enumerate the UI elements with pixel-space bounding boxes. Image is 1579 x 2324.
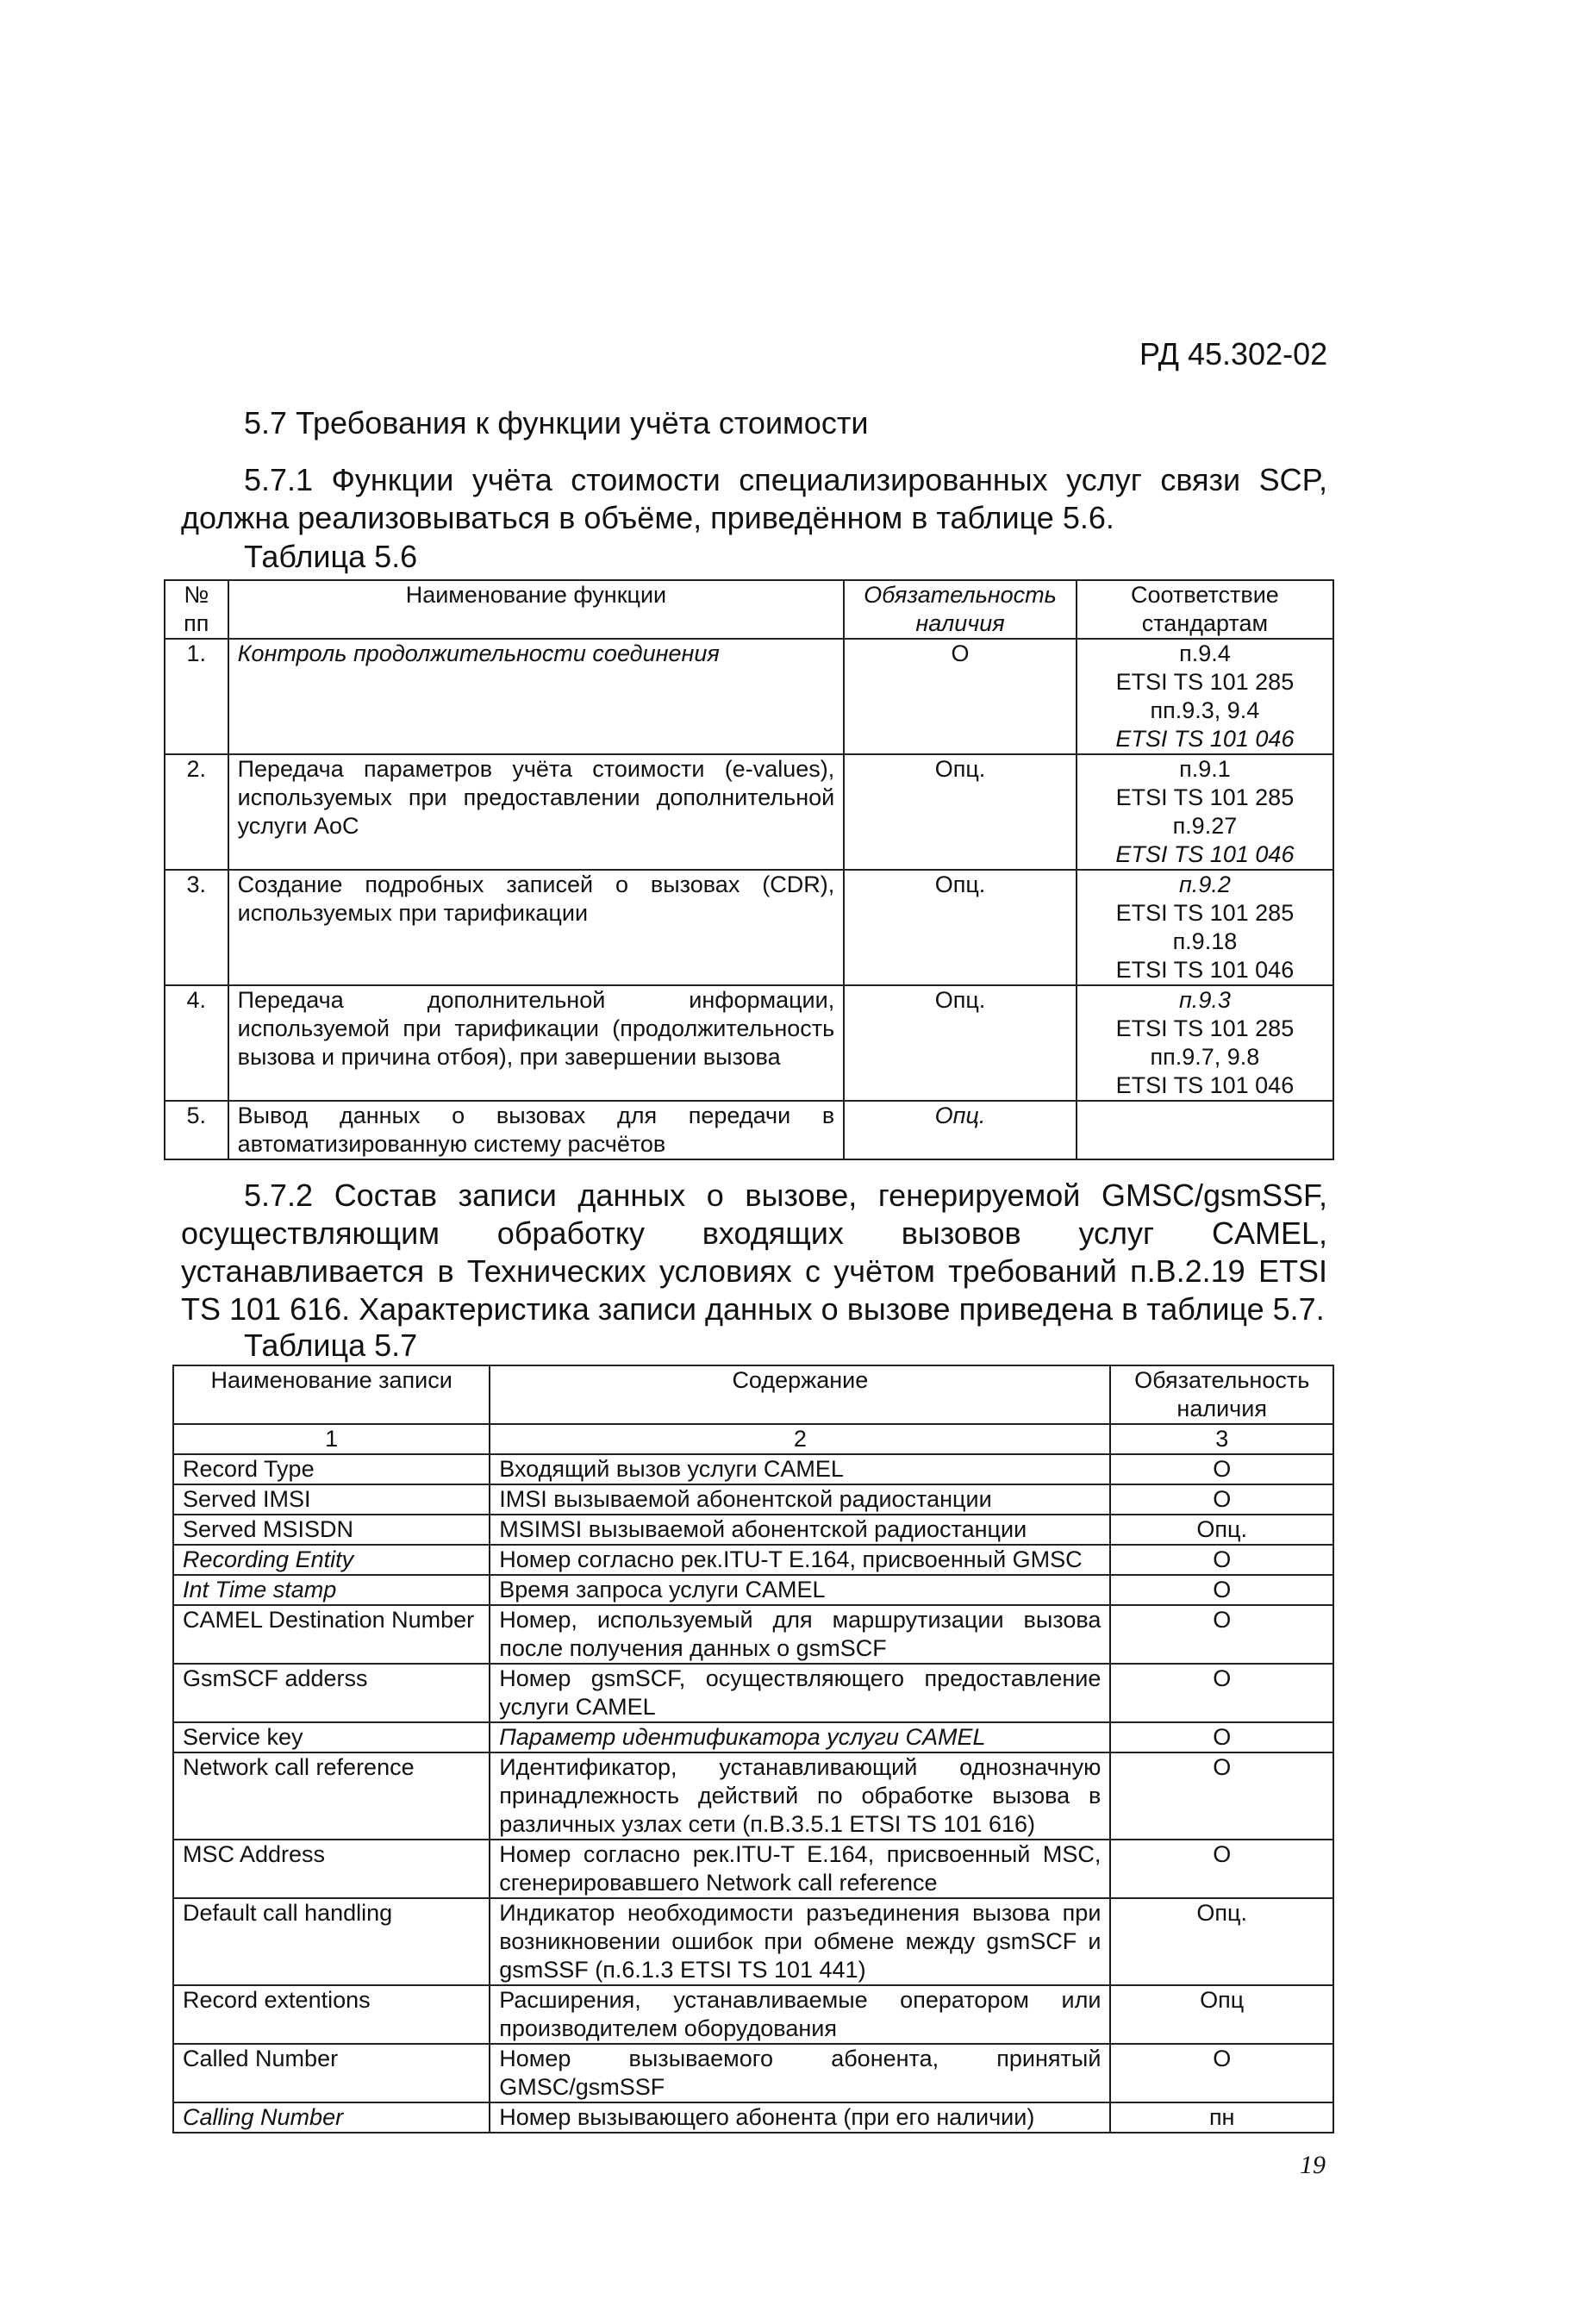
record-name: Network call reference bbox=[173, 1752, 490, 1840]
function-name: Контроль продолжительности соединения bbox=[228, 639, 845, 754]
mandatory-cell: О bbox=[844, 639, 1077, 754]
standards-cell bbox=[1077, 754, 1333, 870]
std-line: п.9.1 bbox=[1179, 756, 1231, 782]
table-row bbox=[165, 639, 1333, 754]
std-line: п.9.27 bbox=[1172, 813, 1238, 839]
table-5-6-caption: Таблица 5.6 bbox=[244, 539, 418, 574]
column-number: 1 bbox=[173, 1424, 490, 1454]
row-number: 5. bbox=[165, 1101, 228, 1159]
std-line: ETSI TS 101 285 bbox=[1115, 900, 1295, 926]
table-5-7-caption: Таблица 5.7 bbox=[244, 1328, 418, 1363]
record-mandatory: О bbox=[1110, 1605, 1333, 1664]
row-number: 2. bbox=[165, 754, 228, 870]
record-mandatory: О bbox=[1110, 1664, 1333, 1722]
record-content: Индикатор необходимости разъединения вызова при возникновении ошибок при обмене между gsmSCF и gsmSSF (п.6.1.3 ETSI TS 101 441) bbox=[490, 1898, 1110, 1985]
table-row bbox=[165, 754, 1333, 870]
table-header-row bbox=[165, 580, 1333, 639]
table-row bbox=[173, 1515, 1333, 1545]
table-row bbox=[173, 1575, 1333, 1605]
table-row bbox=[173, 1664, 1333, 1722]
record-mandatory: О bbox=[1110, 1722, 1333, 1752]
table-row bbox=[173, 1545, 1333, 1575]
function-name: Передача дополнительной информации, используемой при тарификации (продолжительность вызова и причина отбоя), при завершении вызова bbox=[228, 985, 845, 1101]
mandatory-cell: Опц. bbox=[844, 985, 1077, 1101]
record-mandatory: О bbox=[1110, 1454, 1333, 1484]
record-mandatory: О bbox=[1110, 1484, 1333, 1515]
standards-cell bbox=[1077, 870, 1333, 985]
record-content: Номер gsmSCF, осуществляющего предоставление услуги CAMEL bbox=[490, 1664, 1110, 1722]
header-cell: Соответствие стандартам bbox=[1077, 580, 1333, 639]
mandatory-cell: Опц. bbox=[844, 870, 1077, 985]
std-line: п.9.3 bbox=[1178, 987, 1231, 1013]
record-name: Default call handling bbox=[173, 1898, 490, 1985]
standards-cell bbox=[1077, 639, 1333, 754]
std-line: ETSI TS 101 046 bbox=[1115, 841, 1295, 867]
std-line: пп.9.3, 9.4 bbox=[1150, 697, 1260, 723]
standards-cell bbox=[1077, 1101, 1333, 1159]
std-line: ETSI TS 101 046 bbox=[1115, 1072, 1295, 1098]
section-title: 5.7 Требования к функции учёта стоимости bbox=[244, 405, 869, 440]
row-number: 3. bbox=[165, 870, 228, 985]
record-content: IMSI вызываемой абонентской радиостанции bbox=[490, 1484, 1110, 1515]
record-name: Recording Entity bbox=[173, 1545, 490, 1575]
table-row bbox=[173, 1840, 1333, 1898]
record-content: Параметр идентификатора услуги CAMEL bbox=[490, 1722, 1110, 1752]
column-number: 3 bbox=[1110, 1424, 1333, 1454]
record-content: Номер согласно рек.ITU-T E.164, присвоенный MSC, сгенерировавшего Network call reference bbox=[490, 1840, 1110, 1898]
record-content: Номер, используемый для маршрутизации вызова после получения данных о gsmSCF bbox=[490, 1605, 1110, 1664]
column-number-row bbox=[173, 1424, 1333, 1454]
table-row bbox=[173, 1484, 1333, 1515]
std-line: ETSI TS 101 285 bbox=[1115, 784, 1295, 810]
record-name: GsmSCF adderss bbox=[173, 1664, 490, 1722]
table-row bbox=[173, 1722, 1333, 1752]
header-cell: Обязательность наличия bbox=[844, 580, 1077, 639]
function-name: Вывод данных о вызовах для передачи в автоматизированную систему расчётов bbox=[228, 1101, 845, 1159]
std-line: п.9.2 bbox=[1178, 872, 1231, 897]
record-mandatory: О bbox=[1110, 2044, 1333, 2102]
table-row bbox=[173, 2102, 1333, 2133]
paragraph-5-7-1: 5.7.1 Функции учёта стоимости специализированных услуг связи SCP, должна реализовываться в объёме, приведённом в таблице 5.6. bbox=[181, 462, 1327, 535]
table-row bbox=[173, 1605, 1333, 1664]
record-name: Served MSISDN bbox=[173, 1515, 490, 1545]
record-mandatory: Опц. bbox=[1110, 1515, 1333, 1545]
record-content: Расширения, устанавливаемые оператором или производителем оборудования bbox=[490, 1985, 1110, 2044]
table-row bbox=[165, 1101, 1333, 1159]
mandatory-cell: Опц. bbox=[844, 1101, 1077, 1159]
record-name: MSC Address bbox=[173, 1840, 490, 1898]
record-mandatory: О bbox=[1110, 1752, 1333, 1840]
std-line: п.9.18 bbox=[1172, 928, 1238, 954]
record-mandatory: О bbox=[1110, 1545, 1333, 1575]
table-row bbox=[173, 1454, 1333, 1484]
record-mandatory: Опц bbox=[1110, 1985, 1333, 2044]
table-row bbox=[165, 870, 1333, 985]
row-number: 4. bbox=[165, 985, 228, 1101]
record-content: Входящий вызов услуги CAMEL bbox=[490, 1454, 1110, 1484]
record-name: Service key bbox=[173, 1722, 490, 1752]
record-mandatory: пн bbox=[1110, 2102, 1333, 2133]
table-row bbox=[165, 985, 1333, 1101]
record-content: MSIMSI вызываемой абонентской радиостанции bbox=[490, 1515, 1110, 1545]
record-mandatory: Опц. bbox=[1110, 1898, 1333, 1985]
record-name: Record extentions bbox=[173, 1985, 490, 2044]
record-mandatory: О bbox=[1110, 1575, 1333, 1605]
header-cell: Наименование функции bbox=[228, 580, 845, 639]
function-name: Создание подробных записей о вызовах (CDR), используемых при тарификации bbox=[228, 870, 845, 985]
header-cell: Содержание bbox=[490, 1365, 1110, 1424]
table-5-6 bbox=[164, 579, 1334, 1160]
record-name: Served IMSI bbox=[173, 1484, 490, 1515]
std-line: ETSI TS 101 285 bbox=[1115, 1015, 1295, 1041]
function-name: Передача параметров учёта стоимости (e-values), используемых при предоставлении дополнительной услуги AoC bbox=[228, 754, 845, 870]
record-content: Номер вызываемого абонента, принятый GMSC/gsmSSF bbox=[490, 2044, 1110, 2102]
record-name: Calling Number bbox=[173, 2102, 490, 2133]
column-number: 2 bbox=[490, 1424, 1110, 1454]
record-name: Record Type bbox=[173, 1454, 490, 1484]
header-cell: Обязательность наличия bbox=[1110, 1365, 1333, 1424]
record-name: Int Time stamp bbox=[173, 1575, 490, 1605]
mandatory-cell: Опц. bbox=[844, 754, 1077, 870]
record-name: Called Number bbox=[173, 2044, 490, 2102]
std-line: ETSI TS 101 285 bbox=[1115, 669, 1295, 695]
document-code: РД 45.302-02 bbox=[1139, 336, 1328, 372]
table-row bbox=[173, 1752, 1333, 1840]
std-line: ETSI TS 101 046 bbox=[1115, 726, 1295, 752]
table-5-7 bbox=[172, 1365, 1334, 2133]
row-number: 1. bbox=[165, 639, 228, 754]
page-number: 19 bbox=[1300, 2151, 1326, 2179]
std-line: пп.9.7, 9.8 bbox=[1150, 1044, 1260, 1070]
paragraph-5-7-2: 5.7.2 Состав записи данных о вызове, генерируемой GMSC/gsmSSF, осуществляющим обработку входящих вызовов услуг CAMEL, устанавливается в Технических условиях с учётом требований п.В.2.19 ETSI TS 101 616. Характеристика записи данных о вызове приведена в таблице 5.7. bbox=[181, 1178, 1327, 1327]
record-content: Время запроса услуги CAMEL bbox=[490, 1575, 1110, 1605]
table-row bbox=[173, 1898, 1333, 1985]
table-header-row bbox=[173, 1365, 1333, 1424]
std-line: п.9.4 bbox=[1179, 640, 1231, 666]
std-line: ETSI TS 101 046 bbox=[1115, 957, 1295, 983]
table-row bbox=[173, 1985, 1333, 2044]
standards-cell bbox=[1077, 985, 1333, 1101]
record-content: Идентификатор, устанавливающий однозначную принадлежность действий по обработке вызова в различных узлах сети (п.В.3.5.1 ETSI TS 101 616) bbox=[490, 1752, 1110, 1840]
header-cell: № пп bbox=[165, 580, 228, 639]
table-row bbox=[173, 2044, 1333, 2102]
record-name: CAMEL Destination Number bbox=[173, 1605, 490, 1664]
header-cell: Наименование записи bbox=[173, 1365, 490, 1424]
record-content: Номер вызывающего абонента (при его наличии) bbox=[490, 2102, 1110, 2133]
record-mandatory: О bbox=[1110, 1840, 1333, 1898]
record-content: Номер согласно рек.ITU-T E.164, присвоенный GMSC bbox=[490, 1545, 1110, 1575]
